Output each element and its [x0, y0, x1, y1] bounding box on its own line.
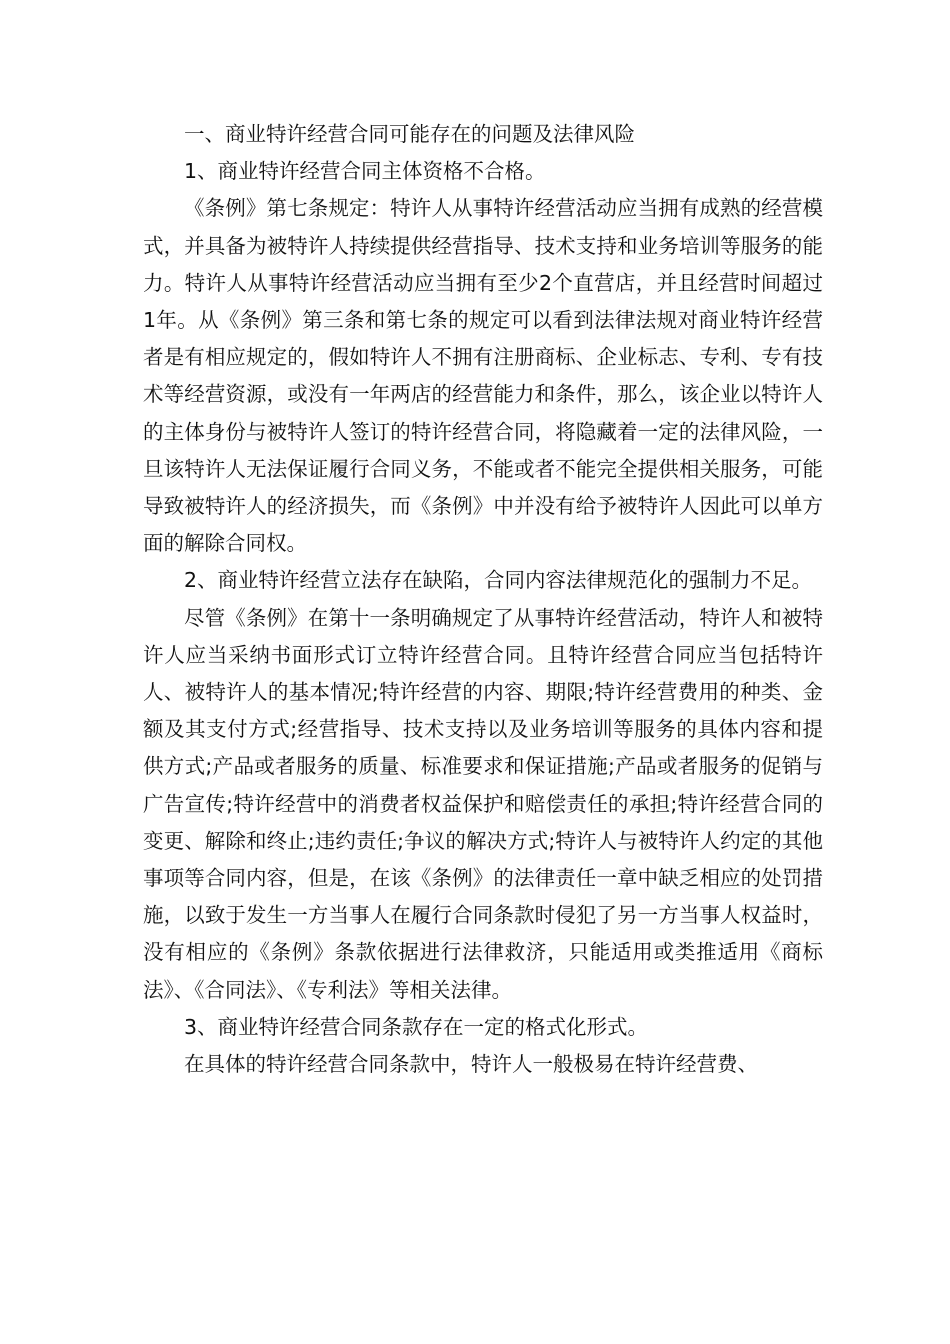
subheading-3: 3、商业特许经营合同条款存在一定的格式化形式。 — [184, 1014, 649, 1039]
subheading-1: 1、商业特许经营合同主体资格不合格。 — [184, 159, 546, 184]
section-title: 一、商业特许经营合同可能存在的问题及法律风险 — [184, 122, 635, 146]
subheading-2: 2、商业特许经营立法存在缺陷，合同内容法律规范化的强制力不足。 — [184, 568, 813, 593]
paragraph-1: 《条例》第七条规定：特许人从事特许经营活动应当拥有成熟的经营模式，并具备为被特许人持续提供经营指导、技术支持和业务培训等服务的能力。特许人从事特许经营活动应当拥有至少2个直营店，并且经营时间超过1年。从《条例》第三条和第七条的规定可以看到法律法规对商业特许经营者是有相应规定的，假如特许人不拥有注册商标、企业标志、专利、专有技术等经营资源，或没有一年两店的经营能力和条件，那么，该企业以特许人的主体身份与被特许人签订的特许经营合同，将隐藏着一定的法律风险，一旦该特许人无法保证履行合同义务，不能或者不能完全提供相关服务，可能导致被特许人的经济损失，而《条例》中并没有给予被特许人因此可以单方面的解除合同权。 — [143, 196, 823, 556]
document-body — [143, 116, 823, 1083]
paragraph-3: 在具体的特许经营合同条款中，特许人一般极易在特许经营费、 — [184, 1052, 758, 1077]
paragraph-2: 尽管《条例》在第十一条明确规定了从事特许经营活动，特许人和被特许人应当采纳书面形式订立特许经营合同。且特许经营合同应当包括特许人、被特许人的基本情况;特许经营的内容、期限;特许经营费用的种类、金额及其支付方式;经营指导、技术支持以及业务培训等服务的具体内容和提供方式;产品或者服务的质量、标准要求和保证措施;产品或者服务的促销与广告宣传;特许经营中的消费者权益保护和赔偿责任的承担;特许经营合同的变更、解除和终止;违约责任;争议的解决方式;特许人与被特许人约定的其他事项等合同内容，但是，在该《条例》的法律责任一章中缺乏相应的处罚措施，以致于发生一方当事人在履行合同条款时侵犯了另一方当事人权益时，没有相应的《条例》条款依据进行法律救济，只能适用或类推适用《商标法》、《合同法》、《专利法》等相关法律。 — [143, 605, 823, 1002]
